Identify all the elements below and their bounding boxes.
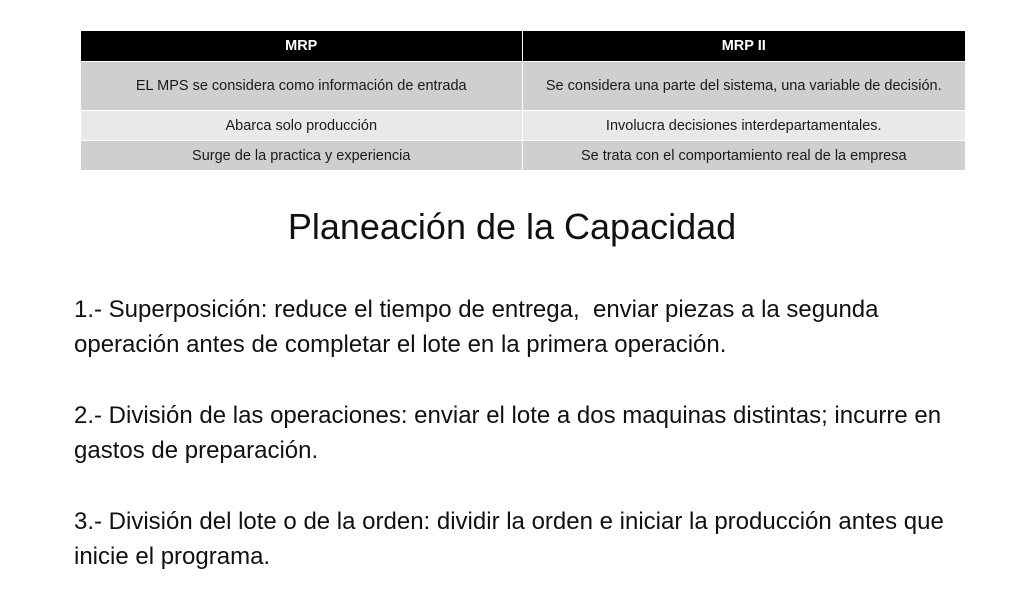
- table-header-row: [81, 31, 965, 62]
- column-header-mrp-ii: MRP II: [522, 31, 965, 62]
- table-cell: Se considera una parte del sistema, una variable de decisión.: [522, 62, 965, 111]
- table-cell: EL MPS se considera como información de entrada: [81, 62, 522, 111]
- body-text: [74, 292, 974, 610]
- table-cell: Se trata con el comportamiento real de la empresa: [522, 141, 965, 171]
- table-row: [81, 111, 965, 141]
- table-cell: Involucra decisiones interdepartamentales.: [522, 111, 965, 141]
- table-cell: Surge de la practica y experiencia: [81, 141, 522, 171]
- table-cell: Abarca solo producción: [81, 111, 522, 141]
- table-row: [81, 141, 965, 171]
- paragraph-lot-split: 3.- División del lote o de la orden: dividir la orden e iniciar la producción antes que inicie el programa.: [74, 508, 951, 570]
- column-header-mrp: MRP: [81, 31, 522, 62]
- table-row: [81, 62, 965, 111]
- paragraph-overlap: 1.- Superposición: reduce el tiempo de entrega, enviar piezas a la segunda operación antes de completar el lote en la primera operación.: [74, 296, 886, 358]
- comparison-table: [81, 31, 965, 170]
- paragraph-operation-split: 2.- División de las operaciones: enviar el lote a dos maquinas distintas; incurre en gastos de preparación.: [74, 402, 948, 464]
- slide-title: Planeación de la Capacidad: [287, 206, 737, 247]
